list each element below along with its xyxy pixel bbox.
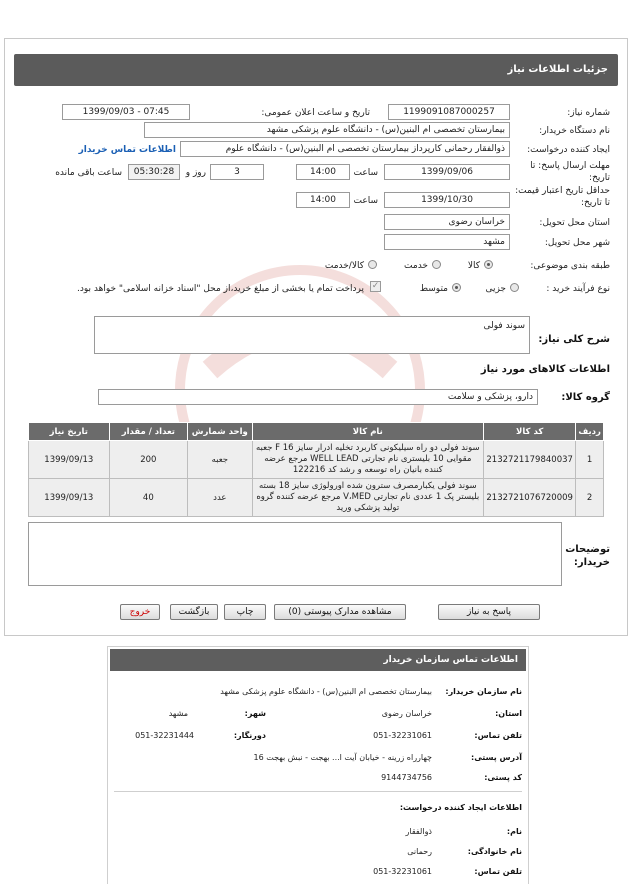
category-option-goods: کالا (467, 261, 480, 271)
col-qty: تعداد / مقدار (109, 423, 188, 441)
cell-date: 1399/09/13 (29, 479, 110, 517)
cell-code: 2132721179840037 (484, 441, 576, 479)
contact-address-value: چهارراه زرینه - خیابان آیت ا... بهجت - نبش بهجت 16 (253, 753, 432, 762)
cell-date: 1399/09/13 (29, 441, 110, 479)
contact-title-bar (110, 649, 526, 671)
col-row: ردیف (576, 423, 604, 441)
page-title-bar (14, 54, 618, 86)
col-unit: واحد شمارش (188, 423, 252, 441)
process-label: نوع فرآیند خرید : (546, 284, 610, 294)
contact-org-label: نام سازمان خریدار: (445, 687, 522, 696)
contact-address-label: آدرس پستی: (471, 753, 522, 762)
goods-table (28, 422, 604, 517)
cell-name: سوند فولی دو راه سیلیکونی کاربرد تخلیه ادرار سایز F 16 جعبه مقوایی 10 بلیستری نام تجارتی WELL LEAD مرجع عرضه کننده بانیان راه توسعه و رشد کد 122216 (252, 441, 484, 479)
contact-city-label: شهر: (244, 709, 266, 718)
cell-unit: عدد (188, 479, 252, 517)
city-label: شهر محل تحویل: (544, 238, 610, 248)
process-option-medium: متوسط (419, 284, 448, 294)
validity-label: حداقل تاریخ اعتبار قیمت: تا تاریخ: (515, 186, 610, 208)
contact-postal-value: 9144734756 (381, 773, 432, 782)
province-label: استان محل تحویل: (539, 218, 610, 228)
category-radio-goods-service[interactable] (368, 260, 377, 269)
announce-label: تاریخ و ساعت اعلان عمومی: (261, 108, 370, 118)
need-number-label: شماره نیاز: (567, 108, 610, 118)
creator-family-label: نام خانوادگی: (467, 847, 522, 856)
process-radio-minor[interactable] (510, 283, 519, 292)
goods-table-header (29, 423, 604, 441)
col-code: کد کالا (484, 423, 576, 441)
back-button[interactable]: بازگشت (170, 604, 218, 620)
creator-name-value: ذوالفقار (405, 827, 432, 836)
category-option-service: خدمت (404, 261, 428, 271)
payment-checkbox[interactable]: ✓ (371, 281, 380, 291)
contact-postal-label: کد پستی: (484, 773, 522, 782)
category-radio-service[interactable] (432, 260, 441, 269)
creator-phone-value: 051-32231061 (373, 867, 432, 876)
validity-time-field: 14:00 (296, 192, 350, 208)
contact-fax-label: دورنگار: (233, 731, 266, 740)
contact-title: اطلاعات تماس سازمان خریدار (383, 655, 518, 665)
contact-phone-label: تلفن تماس: (474, 731, 522, 740)
creator-phone-label: تلفن تماس: (474, 867, 522, 876)
goods-section-title: اطلاعات کالاهای مورد نیاز (480, 364, 610, 375)
deadline-time-label: ساعت (353, 168, 378, 178)
buyer-contact-panel (107, 646, 529, 884)
deadline-time-field: 14:00 (296, 164, 350, 180)
city-field: مشهد (384, 234, 510, 250)
table-row (29, 479, 604, 517)
print-button[interactable]: چاپ (224, 604, 266, 620)
cell-qty: 200 (109, 441, 188, 479)
buyer-contact-link[interactable]: اطلاعات تماس خریدار (78, 145, 176, 155)
category-option-goods-service: کالا/خدمت (324, 261, 364, 271)
col-date: تاریخ نیاز (29, 423, 110, 441)
creator-label: ایجاد کننده درخواست: (527, 145, 610, 155)
contact-province-label: استان: (495, 709, 522, 718)
goods-group-label: گروه کالا: (561, 392, 610, 403)
goods-group-field: دارو، پزشکی و سلامت (98, 389, 538, 405)
deadline-date-field: 1399/09/06 (384, 164, 510, 180)
attachments-button[interactable]: مشاهده مدارک پیوستی (0) (274, 604, 406, 620)
cell-name: سوند فولی یکبارمصرف سترون شده اورولوژی سایز 18 بسته بلیستر پک 1 عددی نام تجارتی V،MED مرجع عرضه کننده گروه تولید پزشکی ورید (252, 479, 484, 517)
contact-fax-value: 051-32231444 (135, 731, 194, 740)
announce-field: 1399/09/03 - 07:45 (62, 104, 190, 120)
table-row (29, 441, 604, 479)
province-field: خراسان رضوی (384, 214, 510, 230)
exit-button[interactable]: خروج (120, 604, 160, 620)
cell-qty: 40 (109, 479, 188, 517)
cell-code: 2132721076720009 (484, 479, 576, 517)
payment-note: پرداخت تمام یا بخشی از مبلغ خرید،از محل "اسناد خزانه اسلامی" خواهد بود. (76, 284, 364, 294)
contact-phone-value: 051-32231061 (373, 731, 432, 740)
creator-field: ذوالفقار رحمانی کارپرداز بیمارستان تخصصی ام البنین(س) - دانشگاه علوم (180, 141, 510, 157)
cell-row: 1 (576, 441, 604, 479)
reply-button[interactable]: پاسخ به نیاز (438, 604, 540, 620)
contact-province-value: خراسان رضوی (381, 709, 432, 718)
validity-date-field: 1399/10/30 (384, 192, 510, 208)
contact-org-value: بیمارستان تخصصی ام البنین(س) - دانشگاه علوم پزشکی مشهد (220, 687, 432, 696)
cell-unit: جعبه (188, 441, 252, 479)
need-number-field: 1199091087000257 (388, 104, 510, 120)
creator-info-title: اطلاعات ایجاد کننده درخواست: (399, 803, 522, 812)
validity-time-label: ساعت (353, 196, 378, 206)
contact-divider (114, 791, 522, 792)
buyer-org-label: نام دستگاه خریدار: (539, 126, 610, 136)
creator-name-label: نام: (506, 827, 522, 836)
buyer-notes-field (28, 522, 562, 586)
contact-city-value: مشهد (168, 709, 188, 718)
process-option-minor: جزیی (485, 284, 506, 294)
col-name: نام کالا (252, 423, 484, 441)
remaining-label: ساعت باقی مانده (55, 168, 122, 178)
remaining-time-field: 05:30:28 (128, 164, 180, 180)
days-field: 3 (210, 164, 264, 180)
category-radio-goods[interactable] (484, 260, 493, 269)
process-radio-medium[interactable] (452, 283, 461, 292)
creator-family-value: رحمانی (407, 847, 432, 856)
cell-row: 2 (576, 479, 604, 517)
category-label: طبقه بندی موضوعی: (530, 261, 610, 271)
summary-field: سوند فولی (94, 316, 530, 354)
page-title: جزئیات اطلاعات نیاز (507, 64, 608, 75)
buyer-notes-label: توضیحات خریدار: (565, 544, 610, 568)
deadline-label: مهلت ارسال پاسخ: تا تاریخ: (530, 161, 610, 183)
days-label: روز و (185, 168, 206, 178)
summary-label: شرح کلی نیاز: (538, 334, 610, 345)
buyer-org-field: بیمارستان تخصصی ام البنین(س) - دانشگاه علوم پزشکی مشهد (144, 122, 510, 138)
